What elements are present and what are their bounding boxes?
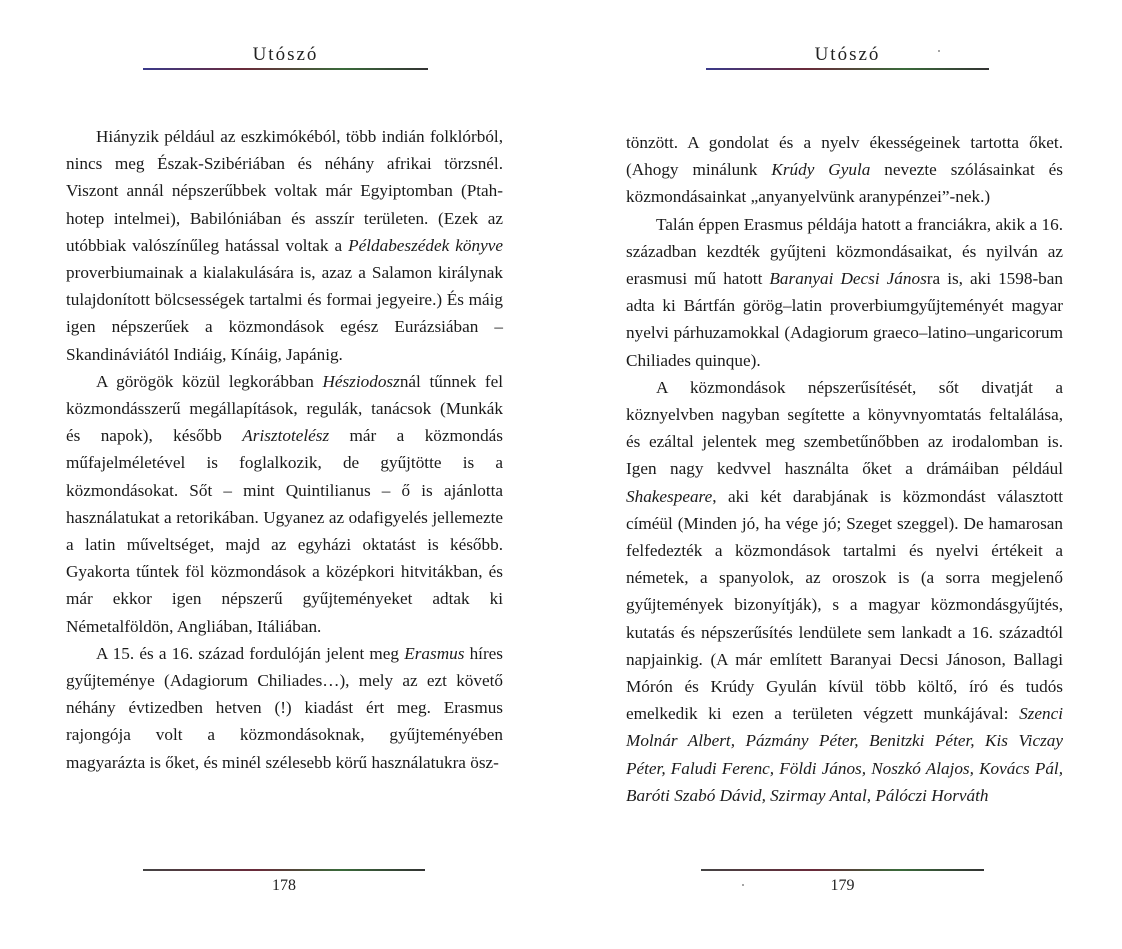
footer-rule xyxy=(701,869,984,871)
italic-name: Krúdy Gyula xyxy=(771,160,871,180)
italic-name: Baranyai Decsi János xyxy=(769,269,927,289)
page-number: 179 xyxy=(830,877,855,894)
paragraph: Hiányzik például az eszkimókéból, több indián folklórból, nincs meg Észak-Szibériában és néhány afrikai törzsnél. Viszont annál népszerűbbek voltak már Egyiptomban (Ptah-hotep intelmei), Babilóniában és asszír területen. (Ezek az utóbbiak valószínűleg hatással voltak a Példabeszédek könyve proverbiumainak a kialakulására is, azaz a Salamon királynak tulajdonított bölcsességek tartalmi és formai jegyeire.) És máig igen népszerűek a közmondások egész Eurázsiában – Skandináviától Indiáig, Kínáig, Japánig. xyxy=(66,127,503,364)
paragraph: Talán éppen Erasmus példája hatott a franciákra, akik a 16. században kezdték gyűjteni közmondásaikat, és nyilván az erasmusi mű hatott Baranyai Decsi Jánosra is, aki 1598-ban adta ki Bártfán görög–latin proverbiumgyűjteményét magyar nyelvi párhuzamokkal (Adagiorum graeco–latino–ungaricorum Chiliades quinque). xyxy=(626,214,1064,370)
paragraph: tönzött. A gondolat és a nyelv ékességeinek tartotta őket. (Ahogy minálunk Krúdy Gyula nevezte szólásainkat és közmondásainkat „anyanyelvünk aranypénzei”-nek.) xyxy=(626,133,1063,207)
italic-name: Arisztotelész xyxy=(242,426,330,446)
scan-speck xyxy=(938,50,940,52)
running-header: Utószó xyxy=(814,44,881,65)
right-page xyxy=(561,0,1122,949)
footer-rule xyxy=(143,869,425,871)
body-text xyxy=(626,129,1063,809)
paragraph: A 15. és a 16. század fordulóján jelent meg Erasmus híres gyűjteménye (Adagiorum Chiliades…), mely az ezt követő néhány évtizedben hetven (!) kiadást ért meg. Erasmus rajongója volt a közmondásoknak, gyűjteményében magyarázta is őket, és minél szélesebb körű használatukra ösz- xyxy=(66,643,503,772)
italic-name: Hésziodosz xyxy=(322,371,400,391)
italic-name: Szenci Molnár Albert, Pázmány Péter, Benitzki Péter, Kis Viczay Péter, Faludi Ferenc, Földi János, Noszkó Alajos, Kovács Pál, Baróti Szabó Dávid, Szirmay Antal, Pálóczi Horváth xyxy=(626,704,1063,805)
paragraph: A görögök közül legkorábban Hésziodosznál tűnnek fel közmondásszerű megállapítások, regulák, tanácsok (Munkák és napok), később Arisztotelész már a közmondás műfajelméletével is foglalkozik, de gyűjtötte is a közmondásokat. Sőt – mint Quintilianus – ő is ajánlotta használatukat a retorikában. Ugyanez az odafigyelés jellemezte a latin műveltséget, majd az egyházi oktatást is később. Gyakorta tűntek föl közmondások a középkori hitvitákban, és már ekkor igen népszerű gyűjteményeket adtak ki Németalföldön, Angliában, Itáliában. xyxy=(66,371,503,636)
italic-name: Erasmus xyxy=(404,643,465,663)
scan-speck xyxy=(742,884,744,886)
paragraph: A közmondások népszerűsítését, sőt divatját a köznyelvben nagyban segítette a könyvnyomtatás feltalálása, és ezáltal jelentek meg szembetűnőbben az irodalomban is. Igen nagy kedvvel használta őket a drámáiban például Shakespeare, aki két darabjának is közmondást választott címéül (Minden jó, ha vége jó; Szeget szeggel). De hamarosan felfedezték a közmondások tartalmi és nyelvi értékeit a németek, a spanyolok, az oroszok is (a sorra megjelenő gyűjtemények bizonyítják), s a magyar közmondásgyűjtés, kutatás és népszerűsítés lendülete sem lankadt a 16. századtól napjainkig. (A már említett Baranyai Decsi Jánoson, Ballagi Mórón és Krúdy Gyulán kívül több költő, író és tudós emelkedik ki ezen a területen végzett munkájával: Szenci Molnár Albert, Pázmány Péter, Benitzki Péter, Kis Viczay Péter, Faludi Ferenc, Földi János, Noszkó Alajos, Kovács Pál, Baróti Szabó Dávid, Szirmay Antal, Pálóczi Horváth xyxy=(626,377,1063,805)
header-rule xyxy=(706,68,989,70)
italic-name: Példabeszédek könyve xyxy=(348,235,503,255)
header-rule xyxy=(143,68,428,70)
running-header: Utószó xyxy=(252,44,319,65)
italic-name: Shakespeare xyxy=(626,486,713,506)
page-number: 178 xyxy=(272,877,296,894)
body-text xyxy=(66,123,503,776)
